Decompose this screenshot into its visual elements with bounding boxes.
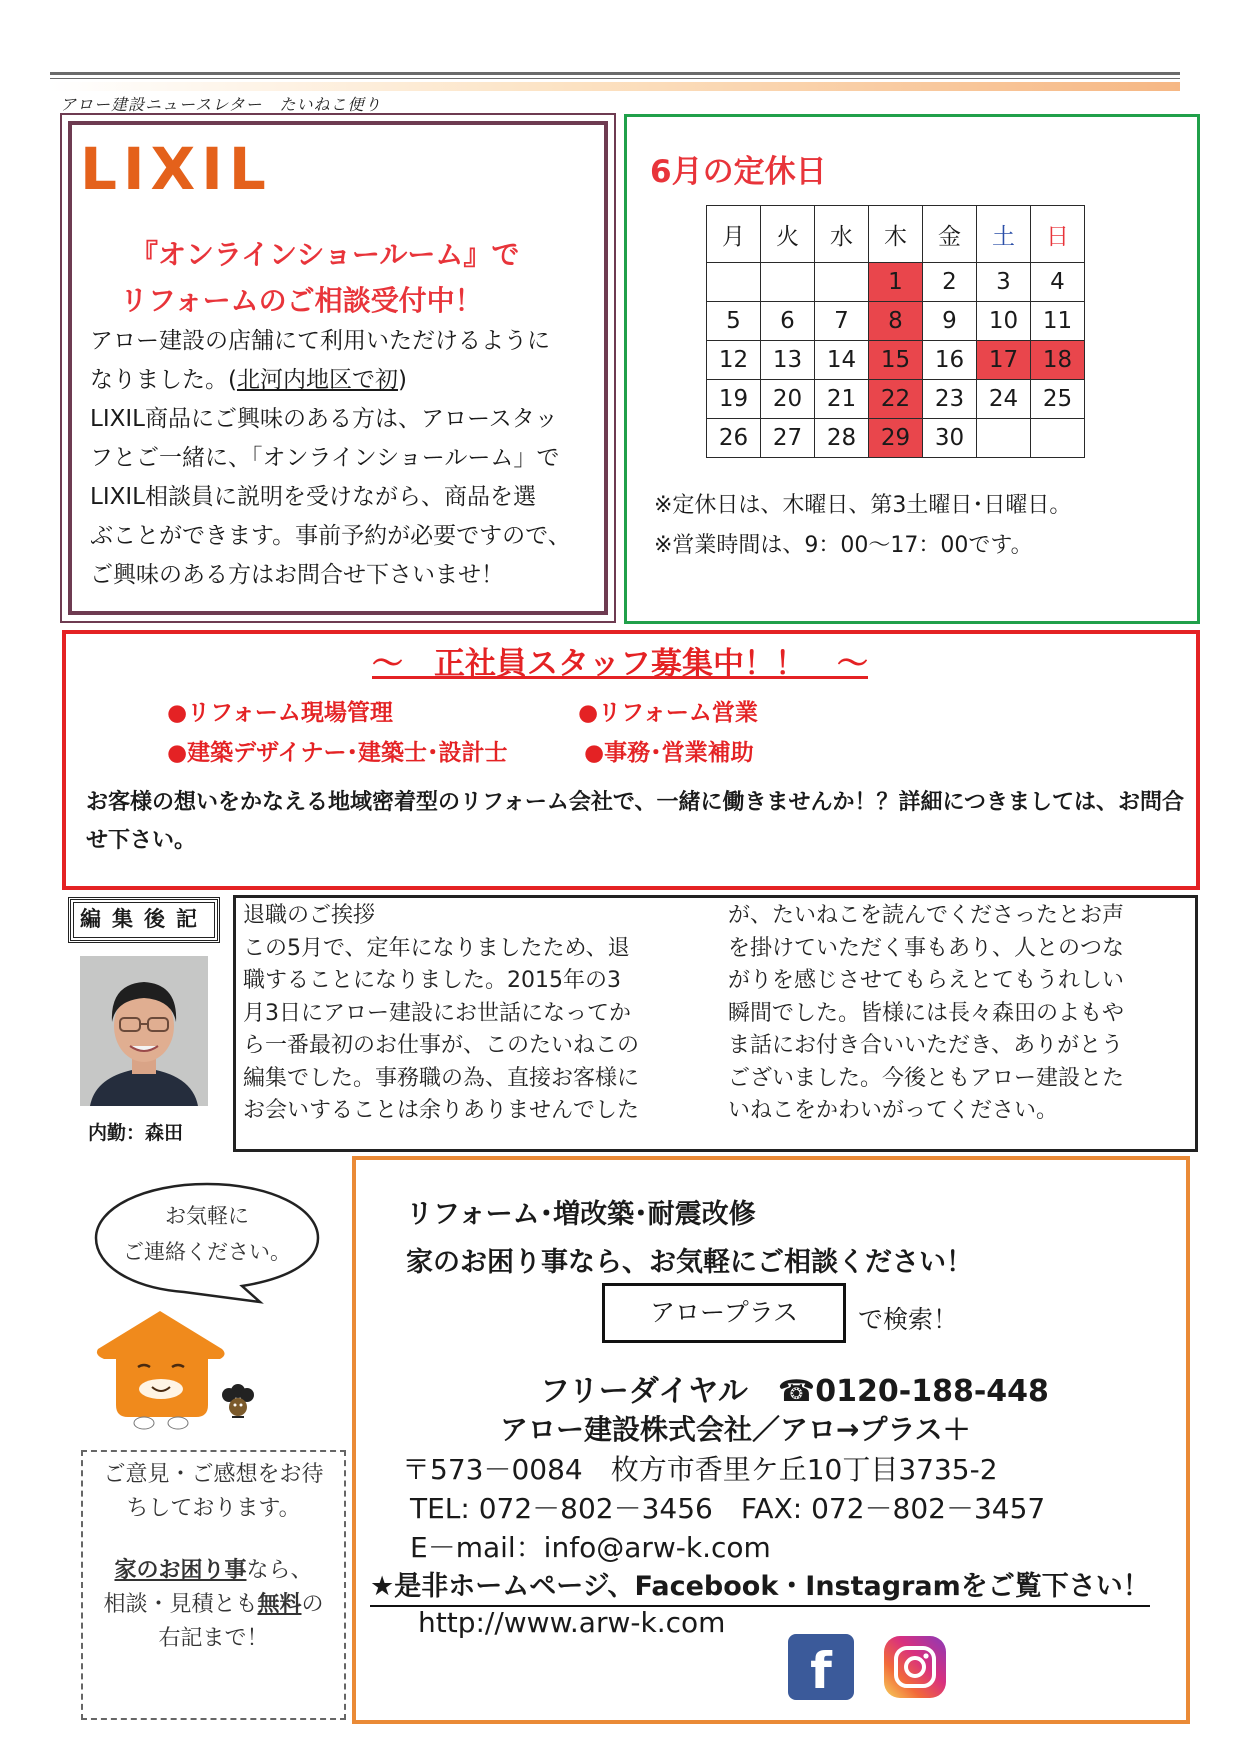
weekday-thu: 木 (869, 206, 923, 263)
editor-column-right (728, 900, 1190, 1128)
calendar-day: 23 (923, 380, 977, 419)
editor-line: お会いすることは余りありませんでした (243, 1098, 640, 1123)
search-suffix: で検索！ (858, 1305, 959, 1334)
instagram-glyph-icon (884, 1636, 946, 1698)
feedback-free: 無料 (257, 1592, 302, 1617)
editor-line: 編集でした。事務職の為、直接お客様に (243, 1065, 640, 1091)
calendar-day: 24 (977, 380, 1031, 419)
calendar-week-row (707, 380, 1085, 419)
editor-line: この5月で、定年になりましたため、退 (243, 935, 630, 961)
recruit-item-sales: ●リフォーム営業 (578, 700, 758, 726)
lixil-body-line: ぶことができます。事前予約が必要ですので、 (90, 523, 571, 549)
calendar-weekday-row (707, 206, 1085, 263)
calendar-empty-cell (977, 419, 1031, 458)
calendar-day: 21 (815, 380, 869, 419)
lixil-body-line: アロー建設の店舗にて利用いただけるように (90, 328, 550, 354)
lixil-body-line: LIXIL相談員に説明を受けながら、商品を選 (90, 484, 536, 510)
feedback-line: ちしております。 (126, 1496, 301, 1521)
editor-line: がりを感じさせてもらえとてもうれしい (728, 968, 1125, 993)
calendar-day: 25 (1031, 380, 1085, 419)
header-rule-top (50, 72, 1180, 75)
editor-line: 退職のご挨拶 (243, 903, 376, 928)
editor-line: が、たいねこを読んでくださったとお声 (728, 903, 1125, 928)
holiday-calendar (706, 205, 1085, 458)
holiday-note-closed: ※定休日は、木曜日、第3土曜日･日曜日。 (654, 493, 1072, 518)
lixil-body-fragment: ) (397, 367, 407, 393)
holiday-note-hours: ※営業時間は、9：00～17：00です。 (654, 533, 1033, 558)
holiday-title: 6月の定休日 (650, 154, 827, 190)
calendar-day: 16 (923, 341, 977, 380)
calendar-day: 19 (707, 380, 761, 419)
calendar-day: 9 (923, 302, 977, 341)
calendar-day: 6 (761, 302, 815, 341)
calendar-day: 12 (707, 341, 761, 380)
lixil-body-line: LIXIL商品にご興味のある方は、アロースタッ (90, 406, 558, 432)
calendar-week-row (707, 341, 1085, 380)
calendar-day: 22 (869, 380, 923, 419)
tel-fax: TEL: 072－802－3456 FAX: 072－802－3457 (410, 1492, 1046, 1525)
calendar-day: 20 (761, 380, 815, 419)
recruit-item-designer: ●建築デザイナー･建築士･設計士 (167, 740, 508, 766)
feedback-fragment: なら、 (246, 1558, 313, 1583)
calendar-day: 11 (1031, 302, 1085, 341)
instagram-icon[interactable] (884, 1636, 946, 1698)
web-note: ★是非ホームページ、Facebook・Instagramをご覧下さい！ (370, 1564, 1150, 1607)
weekday-wed: 水 (815, 206, 869, 263)
newsletter-title: アロー建設ニュースレター たいねこ便り (60, 95, 382, 114)
calendar-day: 15 (869, 341, 923, 380)
editor-line: いねこをかわいがってください。 (728, 1098, 1059, 1123)
weekday-sun: 日 (1031, 206, 1085, 263)
calendar-empty-cell (815, 263, 869, 302)
calendar-day: 5 (707, 302, 761, 341)
holiday-notes (654, 486, 1071, 566)
company-name: アロー建設株式会社／アロ→プラス＋ (500, 1413, 971, 1446)
lixil-headline-line2: リフォームのご相談受付中！ (120, 284, 483, 317)
feedback-line (81, 1554, 346, 1588)
calendar-day: 10 (977, 302, 1031, 341)
weekday-sat: 土 (977, 206, 1031, 263)
editor-line: 職することになりました。2015年の3 (243, 968, 621, 993)
lixil-body-line: フとご一緒に、「オンラインショールーム」で (90, 445, 560, 471)
calendar-week-row (707, 302, 1085, 341)
speech-bubble-text (92, 1198, 322, 1270)
feedback-text (81, 1458, 346, 1656)
calendar-day: 4 (1031, 263, 1085, 302)
contact-services: リフォーム･増改築･耐震改修 (406, 1199, 756, 1230)
calendar-empty-cell (761, 263, 815, 302)
feedback-line (81, 1588, 346, 1622)
staff-portrait-icon (80, 956, 208, 1106)
lixil-logo: LIXIL (80, 135, 272, 203)
calendar-day: 13 (761, 341, 815, 380)
recruit-description: お客様の想いをかなえる地域密着型のリフォーム会社で、一緒に働きませんか！？詳細につきましては、お問合せ下さい。 (86, 790, 1185, 853)
calendar-day: 18 (1031, 341, 1085, 380)
calendar-day: 27 (761, 419, 815, 458)
feedback-spacer (81, 1526, 346, 1554)
editor-line: ま話にお付き合いいただき、ありがとう (728, 1033, 1124, 1058)
search-term-box: アロープラス (602, 1283, 846, 1343)
calendar-day: 17 (977, 341, 1031, 380)
weekday-tue: 火 (761, 206, 815, 263)
calendar-day: 3 (977, 263, 1031, 302)
calendar-day: 29 (869, 419, 923, 458)
calendar-day: 30 (923, 419, 977, 458)
feedback-emphasis: 家のお困り事 (114, 1558, 247, 1583)
calendar-day: 8 (869, 302, 923, 341)
calendar-day: 26 (707, 419, 761, 458)
recruit-item-site-manager: ●リフォーム現場管理 (167, 700, 393, 726)
editor-line: 月3日にアロー建設にお世話になってか (243, 1000, 631, 1026)
staff-photo (80, 956, 208, 1106)
editor-label: 編集後記 (68, 897, 220, 943)
lixil-body-line (90, 361, 600, 400)
recruit-item-office: ●事務･営業補助 (584, 740, 754, 766)
weekday-fri: 金 (923, 206, 977, 263)
lixil-body-line: ご興味のある方はお問合せ下さいませ！ (90, 562, 504, 588)
staff-caption: 内勤：森田 (88, 1122, 184, 1144)
facebook-icon[interactable]: f (788, 1634, 854, 1700)
calendar-day: 2 (923, 263, 977, 302)
feedback-line: ご意見・ご感想をお待 (103, 1462, 324, 1487)
lixil-body-fragment: なりました。( (90, 367, 237, 393)
header-gradient-band (50, 82, 1180, 91)
website-link[interactable]: http://www.arw-k.com (418, 1606, 726, 1639)
editor-line: を掛けていただく事もあり、人とのつな (728, 935, 1125, 961)
editor-line: ございました。今後ともアロー建設とた (728, 1065, 1125, 1091)
calendar-empty-cell (1031, 419, 1085, 458)
bubble-line: ご連絡ください。 (123, 1240, 291, 1264)
lixil-headline (120, 232, 520, 324)
calendar-day: 14 (815, 341, 869, 380)
feedback-line: 右記まで！ (158, 1626, 269, 1651)
contact-tagline: 家のお困り事なら、お気軽にご相談ください！ (406, 1247, 973, 1278)
weekday-mon: 月 (707, 206, 761, 263)
feedback-fragment: の (301, 1592, 324, 1617)
editor-line: ら一番最初のお仕事が、このたいねこの (243, 1033, 640, 1058)
feedback-fragment: 相談・見積とも (103, 1592, 258, 1617)
calendar-week-row (707, 419, 1085, 458)
lixil-headline-line1: 『オンラインショールーム』で (130, 238, 520, 271)
mascot-cat-house-icon (88, 1305, 258, 1435)
calendar-day: 1 (869, 263, 923, 302)
calendar-day: 28 (815, 419, 869, 458)
editor-line: 瞬間でした。皆様には長々森田のよもや (728, 1000, 1125, 1026)
email-address[interactable]: E－mail：info@arw-k.com (410, 1531, 771, 1564)
recruit-title (0, 638, 1240, 683)
lixil-body-underlined: 北河内地区で初 (236, 367, 398, 393)
calendar-empty-cell (707, 263, 761, 302)
header-rule-bottom (50, 78, 1180, 79)
recruit-title-text: ～ 正社員スタッフ募集中！！ ～ (372, 646, 868, 682)
editor-column-left (243, 900, 700, 1128)
lixil-body-text (90, 322, 600, 595)
bubble-line: お気軽に (165, 1204, 249, 1228)
free-dial[interactable]: フリーダイヤル ☎0120-188-448 (540, 1374, 1049, 1409)
calendar-week-row (707, 263, 1085, 302)
company-address: 〒573－0084 枚方市香里ケ丘10丁目3735-2 (402, 1453, 998, 1486)
calendar-day: 7 (815, 302, 869, 341)
